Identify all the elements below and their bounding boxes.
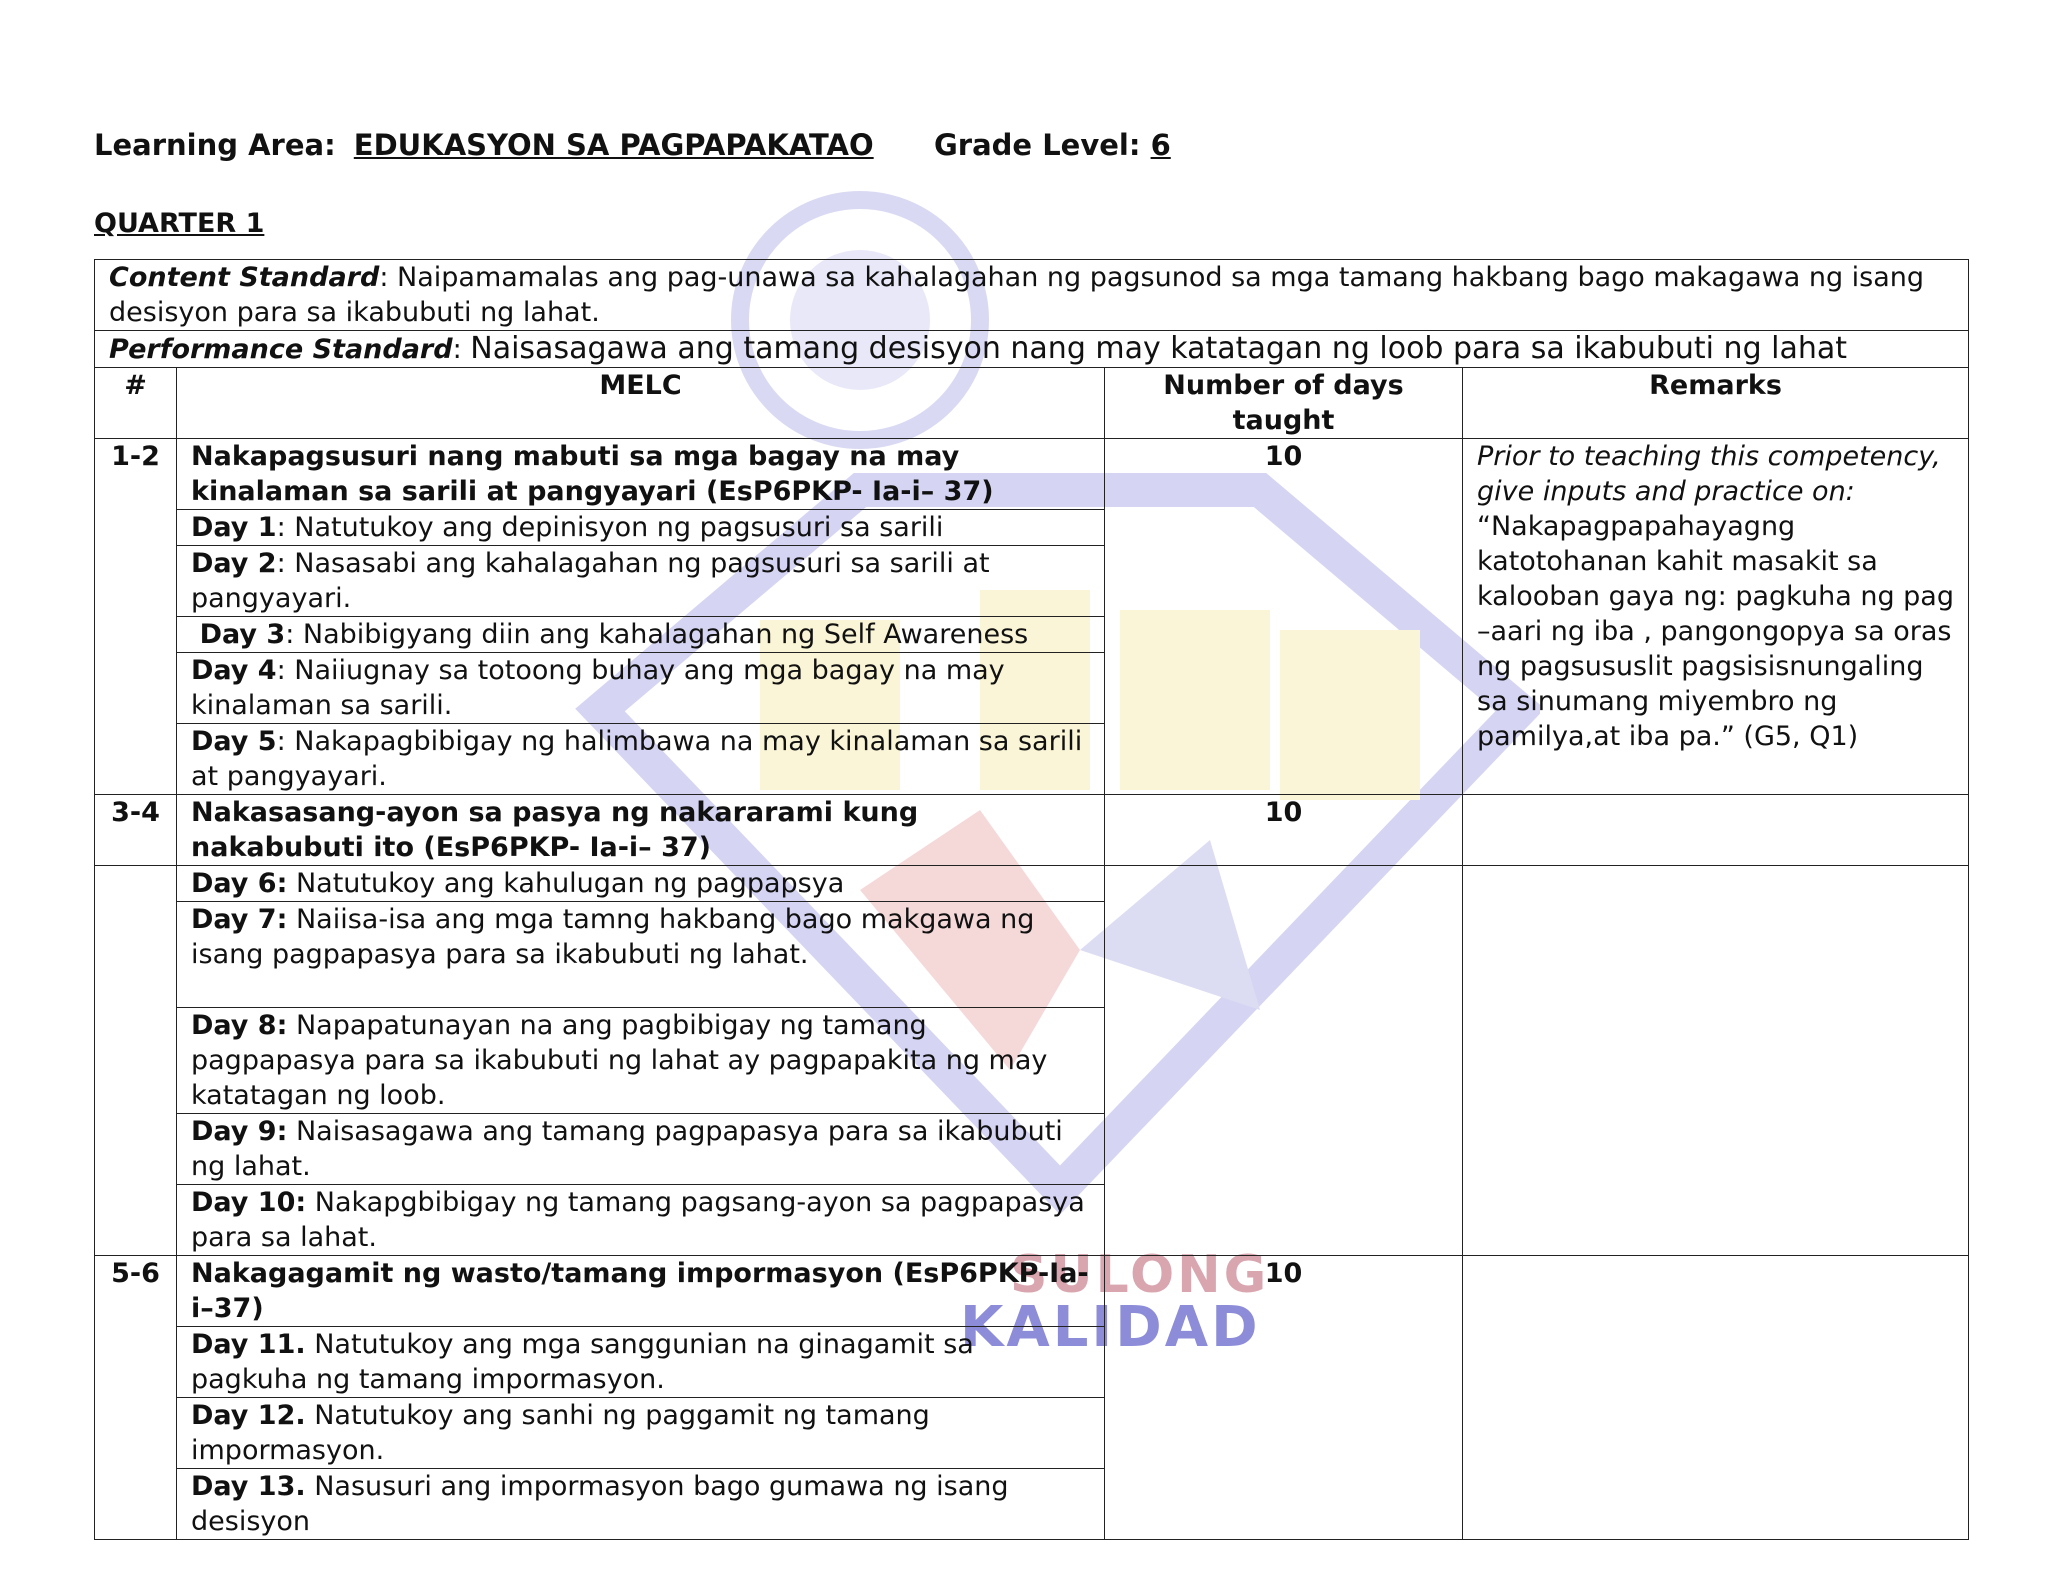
competency-title: Nakagagamit ng wasto/tamang impormasyon (EsP6PKP-Ia-i–37) xyxy=(177,1256,1105,1327)
day-text: Natutukoy ang mga sanggunian na ginagamit sa pagkuha ng tamang impormasyon. xyxy=(191,1329,974,1395)
table-row xyxy=(95,439,1969,510)
col-header-days-taught: Number of days taught xyxy=(1105,368,1463,439)
day-label: Day 12. xyxy=(191,1400,306,1431)
content-standard: Content Standard: Naipamamalas ang pag-unawa sa kahalagahan ng pagsunod sa mga tamang hakbang bago makagawa ng isang desisyon para sa ikabubuti ng lahat. xyxy=(95,260,1969,331)
competency-number: 1-2 xyxy=(95,439,177,795)
grade-level xyxy=(934,128,1171,162)
remarks-cell xyxy=(1463,1256,1969,1540)
performance-standard-text: Naisasagawa ang tamang desisyon nang may katatagan ng loob para sa ikabubuti ng lahat xyxy=(470,331,1848,366)
competency-title: Nakapagsusuri nang mabuti sa mga bagay na may kinalaman sa sarili at pangyayari (EsP6PKP- Ia-i– 37) xyxy=(177,439,1105,510)
competency-title: Nakasasang-ayon sa pasya ng nakararami kung nakabubuti ito (EsP6PKP- Ia-i– 37) xyxy=(177,795,1105,866)
table-row xyxy=(95,1256,1969,1327)
day-label: Day 5 xyxy=(191,726,277,757)
days-taught: 10 xyxy=(1105,439,1463,795)
day-label: Day 8: xyxy=(191,1010,288,1041)
day-label: Day 9: xyxy=(191,1116,288,1147)
day-text: Napapatunayan na ang pagbibigay ng tamang pagpapasya para sa ikabubuti ng lahat ay pagpapakita ng may katatagan ng loob. xyxy=(191,1010,1048,1111)
col-header-remarks: Remarks xyxy=(1463,368,1969,439)
curriculum-table xyxy=(94,259,1969,1540)
remarks-intro: Prior to teaching this competency, give inputs and practice on: xyxy=(1477,441,1941,507)
column-header-row xyxy=(95,368,1969,439)
learning-area xyxy=(94,128,874,162)
competency-number-empty xyxy=(95,1327,177,1540)
content-standard-row xyxy=(95,260,1969,331)
day-text: : Natutukoy ang depinisyon ng pagsusuri sa sarili xyxy=(276,512,944,543)
table-row xyxy=(95,795,1969,866)
day-label: Day 10: xyxy=(191,1187,307,1218)
day-label: Day 2 xyxy=(191,548,277,579)
day-text: : Naiiugnay sa totoong buhay ang mga bagay na may kinalaman sa sarili. xyxy=(191,655,1005,721)
day-item xyxy=(177,902,1105,1008)
watermark-text-kalidad: KALIDAD xyxy=(960,1295,1261,1360)
day-item xyxy=(177,1114,1105,1185)
days-taught: 10 xyxy=(1105,1256,1463,1540)
day-item xyxy=(177,866,1105,902)
day-row xyxy=(95,866,1969,902)
day-label: Day 1 xyxy=(191,512,277,543)
day-label: Day 3 xyxy=(199,619,286,650)
day-label: Day 4 xyxy=(191,655,277,686)
content-standard-label: Content Standard xyxy=(109,262,380,293)
day-text: Naiisa-isa ang mga tamng hakbang bago makgawa ng isang pagpapasya para sa ikabubuti ng lahat. xyxy=(191,904,1035,970)
competency-number-empty xyxy=(95,866,177,1256)
col-header-number: # xyxy=(95,368,177,439)
day-text: Naisasagawa ang tamang pagpapasya para sa ikabubuti ng lahat. xyxy=(191,1116,1063,1182)
day-text: : Nakapagbibigay ng halimbawa na may kinalaman sa sarili at pangyayari. xyxy=(191,726,1083,792)
day-label: Day 13. xyxy=(191,1471,306,1502)
performance-standard: Performance Standard: Naisasagawa ang tamang desisyon nang may katatagan ng loob para sa ikabubuti ng lahat xyxy=(95,331,1969,368)
day-item xyxy=(177,1398,1105,1469)
performance-standard-row xyxy=(95,331,1969,368)
remarks-cell xyxy=(1463,439,1969,795)
watermark-text-sulong: SULONG xyxy=(1010,1245,1270,1305)
day-item xyxy=(177,546,1105,617)
day-text: : Nasasabi ang kahalagahan ng pagsusuri sa sarili at pangyayari. xyxy=(191,548,990,614)
day-label: Day 6: xyxy=(191,868,288,899)
remarks-cell xyxy=(1463,795,1969,866)
day-text: Nakapgbibigay ng tamang pagsang-ayon sa pagpapasya para sa lahat. xyxy=(191,1187,1085,1253)
grade-level-value: 6 xyxy=(1150,128,1171,162)
remarks-cell-empty xyxy=(1463,866,1969,1256)
day-item xyxy=(177,1185,1105,1256)
col-header-melc: MELC xyxy=(177,368,1105,439)
day-item xyxy=(177,724,1105,795)
day-item xyxy=(177,1008,1105,1114)
day-item xyxy=(177,653,1105,724)
days-taught: 10 xyxy=(1105,795,1463,866)
day-label: Day 7: xyxy=(191,904,288,935)
day-text: : Nabibigyang diin ang kahalagahan ng Self Awareness xyxy=(285,619,1029,650)
day-text: Nasusuri ang impormasyon bago gumawa ng isang desisyon xyxy=(191,1471,1009,1537)
quarter-heading: QUARTER 1 xyxy=(94,208,265,239)
remarks-text: “Nakapagpapahayagng katotohanan kahit masakit sa kalooban gaya ng: pagkuha ng pag –aari ng iba , pangongopya sa oras ng pagsususlit pagsisisnungaling sa sinumang miyembro ng pamilya,at iba pa.” (G5, Q1) xyxy=(1477,511,1954,752)
day-text: Natutukoy ang sanhi ng paggamit ng tamang impormasyon. xyxy=(191,1400,930,1466)
content-standard-text: Naipamamalas ang pag-unawa sa kahalagahan ng pagsunod sa mga tamang hakbang bago makagawa ng isang desisyon para sa ikabubuti ng lahat. xyxy=(109,262,1925,328)
grade-level-label: Grade Level: xyxy=(934,128,1141,162)
day-item xyxy=(177,1327,1105,1398)
competency-number: 3-4 xyxy=(95,795,177,866)
competency-number: 5-6 xyxy=(95,1256,177,1327)
day-item xyxy=(177,510,1105,546)
day-item xyxy=(177,1469,1105,1540)
day-text: Natutukoy ang kahulugan ng pagpapsya xyxy=(287,868,845,899)
learning-area-label: Learning Area: xyxy=(94,128,336,162)
day-item xyxy=(177,617,1105,653)
days-taught-empty xyxy=(1105,866,1463,1256)
learning-area-value: EDUKASYON SA PAGPAPAKATAO xyxy=(353,128,874,162)
performance-standard-label: Performance Standard xyxy=(109,334,453,365)
day-label: Day 11. xyxy=(191,1329,306,1360)
